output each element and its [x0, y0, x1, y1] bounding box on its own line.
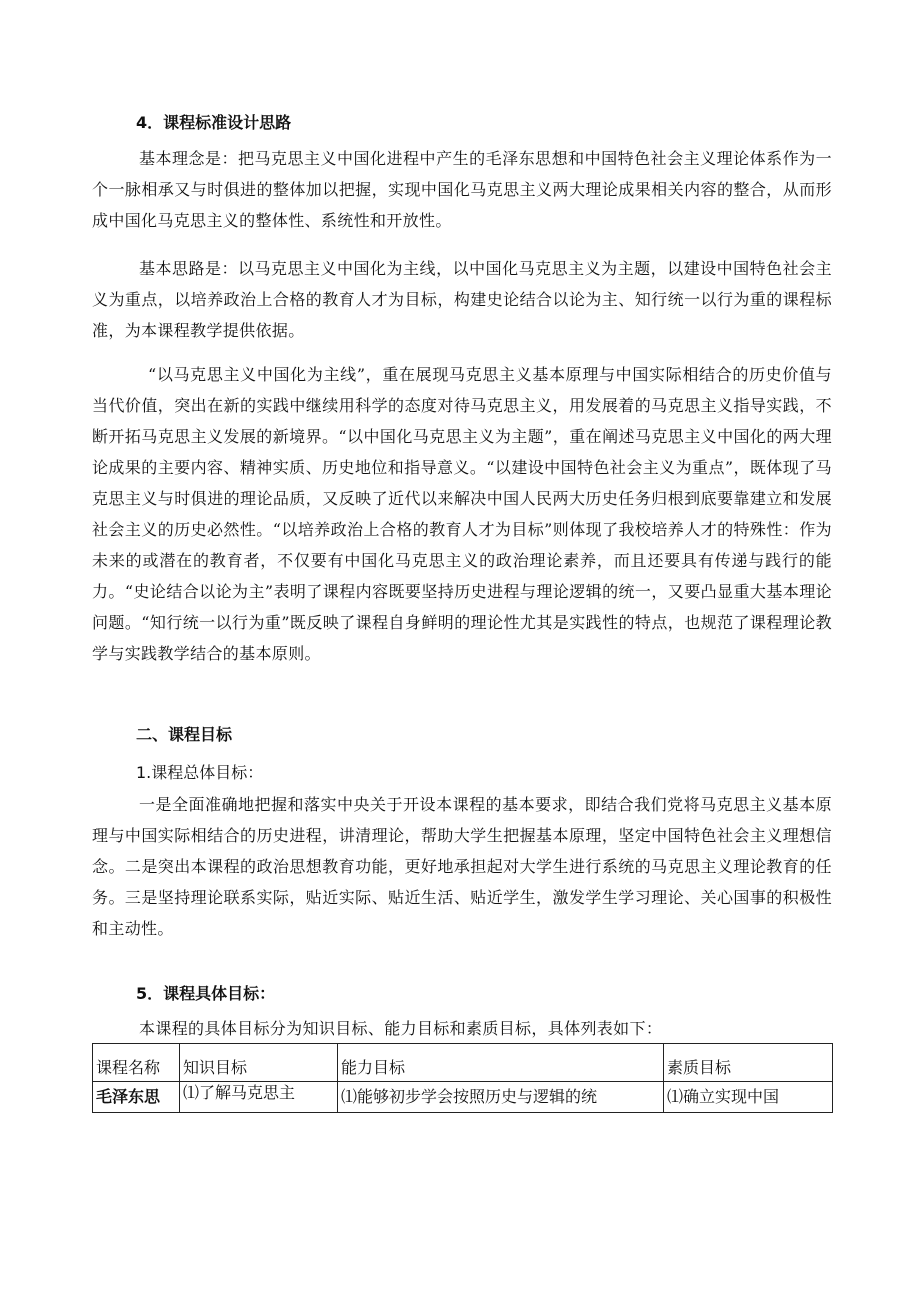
cell-course-name: 毛泽东思	[93, 1082, 180, 1113]
goals-table	[92, 1043, 833, 1113]
cell-ability-goal: ⑴能够初步学会按照历史与逻辑的统	[338, 1082, 664, 1113]
cell-quality-goal: ⑴确立实现中国	[664, 1082, 833, 1113]
overall-goal-paragraph: 一是全面准确地把握和落实中央关于开设本课程的基本要求，即结合我们党将马克思主义基本原理与中国实际相结合的历史进程，讲清理论，帮助大学生把握基本原理，坚定中国特色社会主义理想信念。二是突出本课程的政治思想教育功能，更好地承担起对大学生进行系统的马克思主义理论教育的任务。三是坚持理论联系实际，贴近实际、贴近生活、贴近学生，激发学生学习理论、关心国事的积极性和主动性。	[92, 795, 832, 938]
table-row	[93, 1082, 833, 1113]
overall-goal-heading: 1.课程总体目标：	[136, 763, 264, 782]
basic-concept-paragraph: 基本理念是：把马克思主义中国化进程中产生的毛泽东思想和中国特色社会主义理论体系作为一个一脉相承又与时俱进的整体加以把握，实现中国化马克思主义两大理论成果相关内容的整合，从而形成中国化马克思主义的整体性、系统性和开放性。	[92, 149, 832, 230]
design-heading: 4．课程标准设计思路	[136, 113, 292, 132]
basic-idea-paragraph: 基本思路是：以马克思主义中国化为主线，以中国化马克思主义为主题，以建设中国特色社会主义为重点，以培养政治上合格的教育人才为目标，构建史论结合以论为主、知行统一以行为重的课程标准，为本课程教学提供依据。	[92, 259, 832, 340]
header-ability-goal: 能力目标	[338, 1044, 664, 1082]
specific-goal-heading: 5．课程具体目标：	[136, 984, 276, 1003]
goals-heading: 二、课程目标	[136, 725, 233, 744]
specific-goal-intro: 本课程的具体目标分为知识目标、能力目标和素质目标，具体列表如下：	[139, 1019, 663, 1038]
header-quality-goal: 素质目标	[664, 1044, 833, 1082]
explanation-paragraph: “以马克思主义中国化为主线”，重在展现马克思主义基本原理与中国实际相结合的历史价值与当代价值，突出在新的实践中继续用科学的态度对待马克思主义，用发展着的马克思主义指导实践，不断开拓马克思主义发展的新境界。“以中国化马克思主义为主题”，重在阐述马克思主义中国化的两大理论成果的主要内容、精神实质、历史地位和指导意义。“以建设中国特色社会主义为重点”，既体现了马克思主义与时俱进的理论品质，又反映了近代以来解决中国人民两大历史任务归根到底要靠建立和发展社会主义的历史必然性。“以培养政治上合格的教育人才为目标”则体现了我校培养人才的特殊性：作为未来的或潜在的教育者，不仅要有中国化马克思主义的政治理论素养，而且还要具有传递与践行的能力。“史论结合以论为主”表明了课程内容既要坚持历史进程与理论逻辑的统一，又要凸显重大基本理论问题。“知行统一以行为重”既反映了课程自身鲜明的理论性尤其是实践性的特点，也规范了课程理论教学与实践教学结合的基本原则。	[92, 365, 832, 663]
table-header-row	[93, 1044, 833, 1082]
cell-knowledge-goal: ⑴了解马克思主	[180, 1082, 338, 1113]
header-course-name: 课程名称	[93, 1044, 180, 1082]
header-knowledge-goal: 知识目标	[180, 1044, 338, 1082]
